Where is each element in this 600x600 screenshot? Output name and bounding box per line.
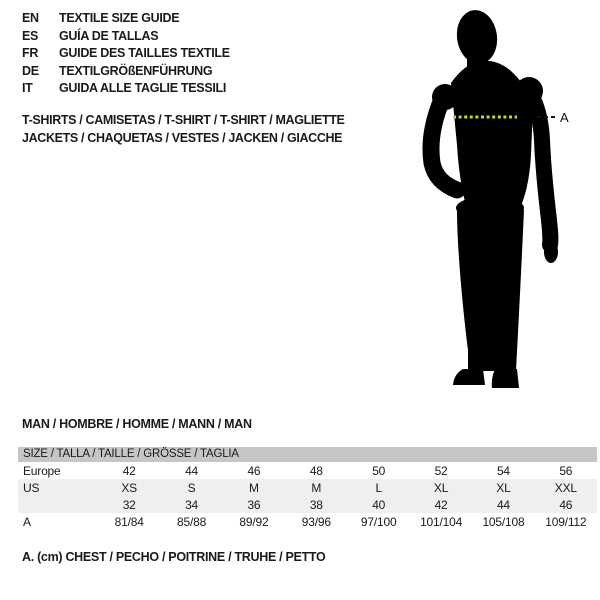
chest-range: 89/92 (239, 515, 269, 529)
measure-label-a: A (560, 110, 569, 125)
guide-title-en: TEXTILE SIZE GUIDE (59, 11, 180, 25)
man-silhouette (431, 7, 558, 388)
us-numeric-size: 32 (122, 497, 136, 512)
measurement-footnote: A. (cm) CHEST / PECHO / POITRINE / TRUHE / PETTO (22, 550, 326, 564)
language-row-it (22, 80, 230, 98)
garment-categories (22, 111, 345, 147)
table-group-us (18, 479, 597, 513)
europe-size: 52 (434, 463, 448, 478)
table-row-us-letters (18, 479, 597, 496)
us-numeric-size: 44 (496, 497, 510, 512)
man-silhouette-figure (415, 5, 575, 395)
us-size: XL (433, 480, 449, 495)
language-row-en (22, 10, 230, 28)
language-code: EN (22, 11, 39, 25)
chest-range: 93/96 (301, 515, 331, 529)
row-label-us: US (23, 480, 40, 495)
us-numeric-size: 42 (434, 497, 448, 512)
row-label-a: A (23, 515, 31, 529)
chest-range: 85/88 (177, 515, 207, 529)
europe-size: 56 (559, 463, 573, 478)
us-size: S (187, 480, 196, 495)
us-numeric-size: 38 (309, 497, 323, 512)
language-code: ES (22, 28, 39, 43)
us-numeric-size: 34 (185, 497, 199, 512)
us-size: XXL (554, 480, 577, 495)
europe-size: 54 (496, 463, 510, 478)
section-heading-man: MAN / HOMBRE / HOMME / MANN / MAN (22, 417, 252, 431)
guide-title-it: GUIDA ALLE TAGLIE TESSILI (59, 81, 227, 95)
us-size: M (249, 480, 259, 495)
man-silhouette-svg (415, 5, 575, 395)
us-numeric-size: 40 (372, 497, 386, 512)
row-label-europe: Europe (23, 463, 61, 478)
language-code: FR (22, 46, 39, 60)
guide-title-fr: GUIDE DES TAILLES TEXTILE (59, 46, 230, 60)
category-line-tshirts: T-SHIRTS / CAMISETAS / T-SHIRT / T-SHIRT / MAGLIETTE (22, 113, 345, 127)
europe-size: 42 (122, 463, 136, 478)
guide-title-es: GUÍA DE TALLAS (59, 28, 159, 43)
chest-range: 101/104 (420, 515, 463, 529)
europe-size: 44 (185, 463, 199, 478)
language-row-de (22, 63, 230, 81)
category-line-jackets: JACKETS / CHAQUETAS / VESTES / JACKEN / GIACCHE (22, 131, 343, 145)
us-size: XL (496, 480, 511, 495)
europe-size: 46 (247, 463, 261, 478)
us-numeric-size: 36 (247, 497, 261, 512)
us-size: M (311, 480, 322, 495)
us-size: L (375, 480, 382, 495)
europe-size: 50 (372, 463, 386, 478)
us-size: XS (121, 480, 137, 495)
table-row-europe (18, 462, 597, 479)
chest-range: 105/108 (482, 515, 525, 529)
size-table-header: SIZE / TALLA / TAILLE / GRÖSSE / TAGLIA (18, 447, 597, 462)
chest-range: 81/84 (114, 515, 144, 529)
language-guide-list (22, 10, 230, 98)
chest-range: 109/112 (545, 515, 587, 529)
guide-title-de: TEXTILGRÖßENFÜHRUNG (59, 63, 213, 78)
table-row-us-numeric (18, 496, 597, 513)
language-row-es (22, 28, 230, 46)
chest-range: 97/100 (360, 515, 397, 529)
language-code: DE (22, 63, 39, 78)
table-row-chest (18, 513, 597, 531)
size-table (18, 447, 597, 531)
language-row-fr (22, 45, 230, 63)
europe-size: 48 (309, 463, 323, 478)
us-numeric-size: 46 (559, 497, 573, 512)
language-code: IT (22, 81, 33, 95)
